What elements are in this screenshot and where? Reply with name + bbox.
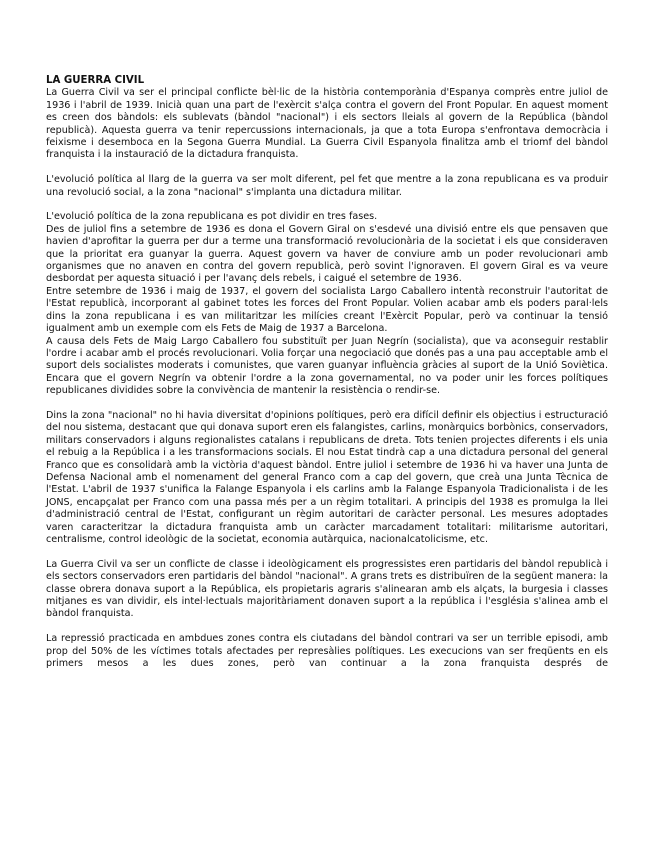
- paragraph-introduction: La Guerra Civil va ser el principal conflicte bèl·lic de la història contemporània d'Espanya comprès entre juliol de 1936 i l'abril de 1939. Inicià quan una part de l'exèrcit s'alça contra el govern del Front Popular. En aquest moment es creen dos bàndols: els sublevats (bàndol "nacional") i els sectors lleials al govern de la República (bàndol republicà). Aquesta guerra va tenir repercussions internacionals, ja que a tota Europa s'enfrontava democràcia i feixisme i desemboca en la Segona Guerra Mundial. La Guerra Civil Espanyola finalitza amb el triomf del bàndol franquista i la instauració de la dictadura franquista.: [46, 87, 608, 161]
- paragraph-spacer: [46, 199, 608, 211]
- paragraph-negrin-government: A causa dels Fets de Maig Largo Caballero fou substituït per Juan Negrín (socialista), que va aconseguir restablir l'ordre i acabar amb el procés revolucionari. Volia forçar una negociació que donés pas a una pau acceptable amb el suport dels socialistes moderats i comunistes, que varen guanyar influència gràcies al suport de la Unió Soviètica. Encara que el govern Negrín va obtenir l'ordre a la zona governamental, no va poder unir les forces polítiques republicanes dividides sobre la convivència de mantenir la resistència o rendir-se.: [46, 335, 608, 397]
- document-page: [46, 75, 608, 670]
- paragraph-largo-caballero-government: Entre setembre de 1936 i maig de 1937, el govern del socialista Largo Caballero intentà reconstruir l'autoritat de l'Estat republicà, incorporant al gabinet totes les forces del Front Popular. Volien acabar amb els poders paral·lels dins la zona republicana i es van militaritzar les milícies creant l'Exèrcit Popular, però va continuar la tensió igualment amb un exemple com els Fets de Maig de 1937 a Barcelona.: [46, 285, 608, 335]
- paragraph-republican-phases: L'evolució política de la zona republicana es pot dividir en tres fases.: [46, 211, 378, 223]
- paragraph-spacer: [46, 621, 608, 633]
- paragraph-giral-government: Des de juliol fins a setembre de 1936 es dona el Govern Giral on s'esdevé una divisió entre els que pensaven que havien d'aprofitar la guerra per dur a terme una transformació revolucionària de la societat i els que consideraven que la prioritat era guanyar la guerra. Aquest govern va haver de conviure amb un poder revolucionari amb organismes que no anaven en contra del govern republicà, però sovint l'ignoraven. El govern Giral es va veure desbordat per aquesta situació i per l'avanç dels rebels, i caigué el setembre de 1936.: [46, 223, 608, 285]
- paragraph-nationalist-zone: Dins la zona "nacional" no hi havia diversitat d'opinions polítiques, però era difícil definir els objectius i estructuració del nou sistema, destacant que qui donava suport eren els falangistes, carlins, monàrquics borbònics, conservadors, militars conservadors i alguns regionalistes catalans i republicans de dreta. Tots tenien projectes diferents i els unia el rebuig a la República i a les transformacions socials. El nou Estat tindrà cap a una dictadura personal del general Franco que es consolidarà amb la victòria d'aquest bàndol. Entre juliol i setembre de 1936 hi va haver una Junta de Defensa Nacional amb el nomenament del general Franco com a cap del govern, que creà una Junta Tècnica de l'Estat. L'abril de 1937 s'unifica la Falange Espanyola i els carlins amb la Falange Espanyola Tradicionalista i de les JONS, encapçalat per Franco com una passa més per a un règim totalitari. A principis del 1938 es promulga la llei d'administració central de l'Estat, configurant un règim autoritari de caràcter personal. Les mesures adoptades varen caracteritzar la dictadura franquista amb un caràcter marcadament totalitari: militarisme autoritari, centralisme, control ideològic de la societat, economia autàrquica, nacionalcatolicisme, etc.: [46, 409, 608, 545]
- paragraph-repression: La repressió practicada en ambdues zones contra els ciutadans del bàndol contrari va ser un terrible episodi, amb prop del 50% de les víctimes totals afectades per represàlies polítiques. Les execucions van ser freqüents en els primers mesos a les dues zones, però van continuar a la zona franquista després de: [46, 633, 608, 670]
- paragraph-political-evolution: L'evolució política al llarg de la guerra va ser molt diferent, pel fet que mentre a la zona republicana es va produir una revolució social, a la zona "nacional" s'implanta una dictadura militar.: [46, 174, 608, 198]
- paragraph-spacer: [46, 162, 608, 174]
- paragraph-spacer: [46, 398, 608, 410]
- paragraph-class-conflict: La Guerra Civil va ser un conflicte de classe i ideològicament els progressistes eren partidaris del bàndol republicà i els sectors conservadors eren partidaris del bàndol "nacional". A grans trets es distribuïren de la següent manera: la classe obrera donava suport a la República, els propietaris agraris s'alinearan amb els alçats, la burgesia i classes mitjanes es van dividir, els intel·lectuals majoritàriament donaven suport a la república i l'església s'alinea amb el bàndol franquista.: [46, 558, 608, 620]
- document-title: LA GUERRA CIVIL: [46, 75, 145, 86]
- paragraph-spacer: [46, 546, 608, 558]
